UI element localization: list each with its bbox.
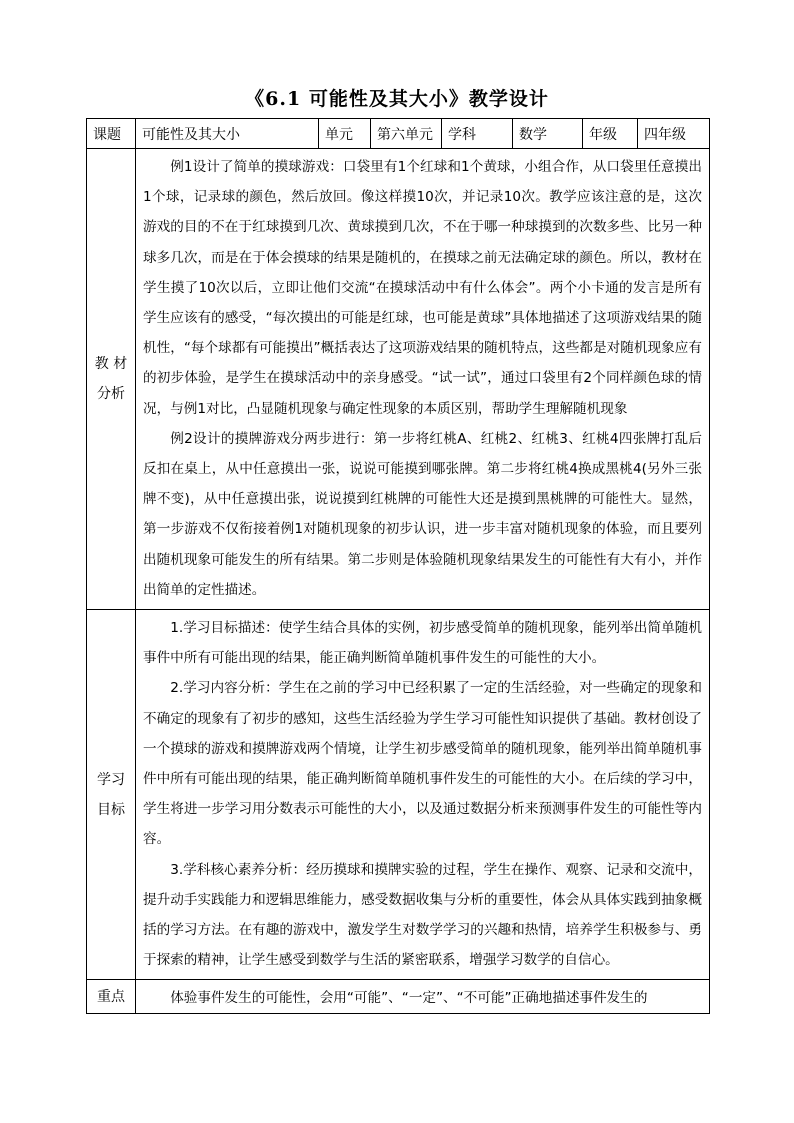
key-point-text: 体验事件发生的可能性，会用“可能”、“一定”、“不可能”正确地描述事件发生的: [170, 990, 648, 1007]
key-point-row: [87, 980, 710, 1014]
label-topic: 课题: [87, 119, 136, 149]
material-analysis-label-text: 教 材 分析: [94, 356, 128, 403]
material-paragraph-2: 例2设计的摸牌游戏分两步进行：第一步将红桃A、红桃2、红桃3、红桃4四张牌打乱后反扣在桌上，从中任意摸出一张，说说可能摸到哪张牌。第二步将红桃4换成黑桃4(另外三张牌不变)，从中任意摸出张，说说摸到红桃牌的可能性大还是摸到黑桃牌的可能性大。显然，第一步游戏不仅衔接着例1对随机现象的初步认识，进一步丰富对随机现象的体验，而且要列出随机现象可能发生的所有结果。第二步则是体验随机现象结果发生的可能性有大有小，并作出简单的定性描述。: [143, 430, 702, 598]
grade-value: 四年级: [638, 119, 710, 149]
label-unit: 单元: [319, 119, 371, 149]
objective-paragraph-3: 3.学科核心素养分析：经历摸球和摸牌实验的过程，学生在操作、观察、记录和交流中，提升动手实践能力和逻辑思维能力，感受数据收集与分析的重要性，体会从具体实践到抽象概括的学习方法。在有趣的游戏中，激发学生对数学学习的兴趣和热情，培养学生积极参与、勇于探索的精神，让学生感受到数学与生活的紧密联系，增强学习数学的自信心。: [143, 861, 702, 969]
learning-objectives-content: [136, 610, 710, 980]
objective-paragraph-2: 2.学习内容分析：学生在之前的学习中已经积累了一定的生活经验，对一些确定的现象和不确定的现象有了初步的感知，这些生活经验为学生学习可能性知识提供了基础。教材创设了一个摸球的游戏和摸牌游戏两个情境，让学生初步感受简单的随机现象，能列举出简单随机事件中所有可能出现的结果，能正确判断简单随机事件发生的可能性的大小。在后续的学习中，学生将进一步学习用分数表示可能性的大小，以及通过数据分析来预测事件发生的可能性等内容。: [143, 680, 702, 848]
topic-value: 可能性及其大小: [136, 119, 319, 149]
label-grade: 年级: [583, 119, 638, 149]
material-analysis-label: [87, 149, 136, 610]
key-point-label: 重点: [87, 980, 136, 1014]
objective-paragraph-1: 1.学习目标描述：使学生结合具体的实例，初步感受简单的随机现象，能列举出简单随机事件中所有可能出现的结果，能正确判断简单随机事件发生的可能性的大小。: [143, 620, 702, 667]
learning-objectives-row: [87, 610, 710, 980]
unit-value: 第六单元: [371, 119, 442, 149]
material-paragraph-1: 例1设计了简单的摸球游戏：口袋里有1个红球和1个黄球，小组合作，从口袋里任意摸出1个球，记录球的颜色，然后放回。像这样摸10次，并记录10次。教学应该注意的是，这次游戏的目的不在于红球摸到几次、黄球摸到几次，不在于哪一种球摸到的次数多些、比另一种球多几次，而是在于体会摸球的结果是随机的，在摸球之前无法确定球的颜色。所以，教材在学生摸了10次以后，立即让他们交流“在摸球活动中有什么体会”。两个小卡通的发言是所有学生应该有的感受，“每次摸出的可能是红球，也可能是黄球”具体地描述了这项游戏结果的随机性，“每个球都有可能摸出”概括表达了这项游戏结果的随机特点，这些都是对随机现象应有的初步体验，是学生在摸球活动中的亲身感受。“试一试”，通过口袋里有2个同样颜色球的情况，与例1对比，凸显随机现象与确定性现象的本质区别，帮助学生理解随机现象: [143, 159, 702, 417]
material-analysis-content: [136, 149, 710, 610]
key-point-content: [136, 980, 710, 1014]
label-subject: 学科: [442, 119, 513, 149]
lesson-plan-table: [86, 118, 710, 1014]
header-row: [87, 119, 710, 149]
learning-objectives-label-text: 学习 目标: [97, 771, 125, 818]
subject-value: 数学: [513, 119, 583, 149]
learning-objectives-label: [87, 610, 136, 980]
material-analysis-row: [87, 149, 710, 610]
document-title: 《6.1 可能性及其大小》教学设计: [245, 88, 549, 110]
